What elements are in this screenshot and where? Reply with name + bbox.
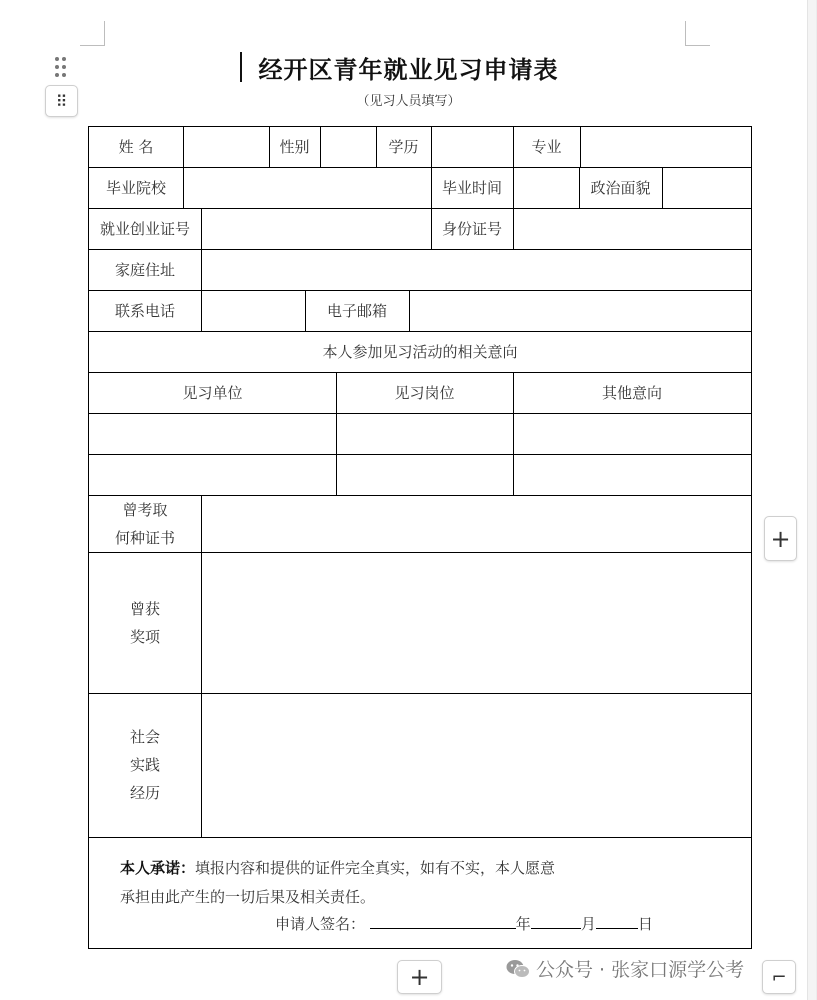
- intern-unit-field-1[interactable]: [89, 414, 336, 454]
- intern-unit-header: 见习单位: [182, 383, 243, 402]
- email-field[interactable]: [410, 291, 751, 331]
- other-intent-field-2[interactable]: [514, 455, 751, 495]
- year-label: 年: [515, 915, 531, 933]
- certificates-field[interactable]: [202, 496, 751, 552]
- gender-label: 性别: [279, 138, 310, 156]
- month-field[interactable]: [531, 914, 581, 929]
- intern-position-header: 见习岗位: [394, 383, 455, 402]
- page-margin-corner-left: [80, 21, 105, 46]
- social-practice-label: [89, 693, 201, 837]
- table-handle-icon: ⠿: [55, 91, 68, 111]
- year-field[interactable]: [468, 914, 516, 929]
- text-cursor: [240, 52, 242, 82]
- plus-icon: +: [409, 963, 430, 991]
- school-label: 毕业院校: [105, 178, 166, 197]
- awards-label-line1: 曾获: [129, 599, 160, 618]
- name-field[interactable]: [184, 127, 269, 167]
- awards-label-line2: 奖项: [129, 627, 160, 646]
- phone-label: 联系电话: [114, 301, 175, 320]
- social-practice-field[interactable]: [202, 694, 751, 837]
- pledge-statement: [120, 854, 640, 912]
- education-label: 学历: [388, 138, 419, 156]
- name-label: 姓 名: [118, 138, 154, 156]
- awards-field[interactable]: [202, 553, 751, 693]
- page-subtitle: （见习人员填写）: [356, 94, 461, 109]
- social-practice-label-line1: 社会: [129, 728, 160, 746]
- school-field[interactable]: [184, 168, 431, 208]
- corner-resize-icon: ⌐: [771, 966, 787, 988]
- employment-cert-field[interactable]: [202, 209, 431, 249]
- grad-time-field[interactable]: [514, 168, 579, 208]
- major-label: 专业: [531, 138, 562, 156]
- address-label: 家庭住址: [114, 260, 175, 279]
- certificates-label: [89, 495, 201, 552]
- plus-icon: +: [770, 524, 791, 553]
- email-label: 电子邮箱: [326, 301, 387, 320]
- pledge-line1: 填报内容和提供的证件完全真实，如有不实，本人愿意: [195, 859, 556, 877]
- page-margin-corner-right: [685, 21, 710, 46]
- gender-field[interactable]: [321, 127, 376, 167]
- phone-field[interactable]: [202, 291, 305, 331]
- wechat-icon: [506, 959, 530, 979]
- pledge-heading: 本人承诺：: [120, 859, 196, 877]
- social-practice-label-line2: 实践: [129, 756, 160, 774]
- add-row-button[interactable]: [397, 960, 442, 994]
- application-form-table: [88, 126, 752, 949]
- grad-time-label: 毕业时间: [441, 178, 502, 197]
- add-column-button[interactable]: [764, 516, 797, 561]
- table-resize-corner-button[interactable]: [762, 960, 796, 994]
- id-number-label: 身份证号: [441, 219, 502, 238]
- page-title: 经开区青年就业见习申请表: [258, 55, 559, 84]
- other-intent-field-1[interactable]: [514, 414, 751, 454]
- major-field[interactable]: [581, 127, 751, 167]
- intern-unit-field-2[interactable]: [89, 455, 336, 495]
- row-divider: [89, 837, 751, 838]
- education-field[interactable]: [432, 127, 513, 167]
- social-practice-label-line3: 经历: [129, 784, 160, 802]
- political-status-label: 政治面貌: [590, 178, 651, 197]
- intent-section-header: 本人参加见习活动的相关意向: [322, 342, 518, 361]
- other-intent-header: 其他意向: [601, 383, 662, 402]
- political-status-field[interactable]: [663, 168, 751, 208]
- day-field[interactable]: [596, 914, 638, 929]
- signature-field[interactable]: [370, 914, 468, 929]
- vertical-scrollbar[interactable]: [807, 0, 817, 1000]
- signature-label: 申请人签名：: [275, 915, 366, 933]
- employment-cert-label: 就业创业证号: [99, 219, 190, 238]
- address-field[interactable]: [202, 250, 751, 290]
- intern-position-field-2[interactable]: [337, 455, 513, 495]
- certificates-label-line1: 曾考取: [122, 500, 168, 519]
- signature-row: [275, 913, 653, 934]
- certificates-label-line2: 何种证书: [114, 528, 175, 547]
- intern-position-field-1[interactable]: [337, 414, 513, 454]
- day-label: 日: [637, 915, 653, 933]
- month-label: 月: [580, 915, 596, 933]
- watermark-text: 公众号 · 张家口源学公考: [536, 959, 745, 981]
- pledge-line2: 承担由此产生的一切后果及相关责任。: [120, 888, 376, 906]
- wechat-watermark: [506, 955, 744, 982]
- awards-label: [89, 552, 201, 693]
- scrollbar-thumb[interactable]: [807, 0, 816, 1000]
- id-number-field[interactable]: [514, 209, 751, 249]
